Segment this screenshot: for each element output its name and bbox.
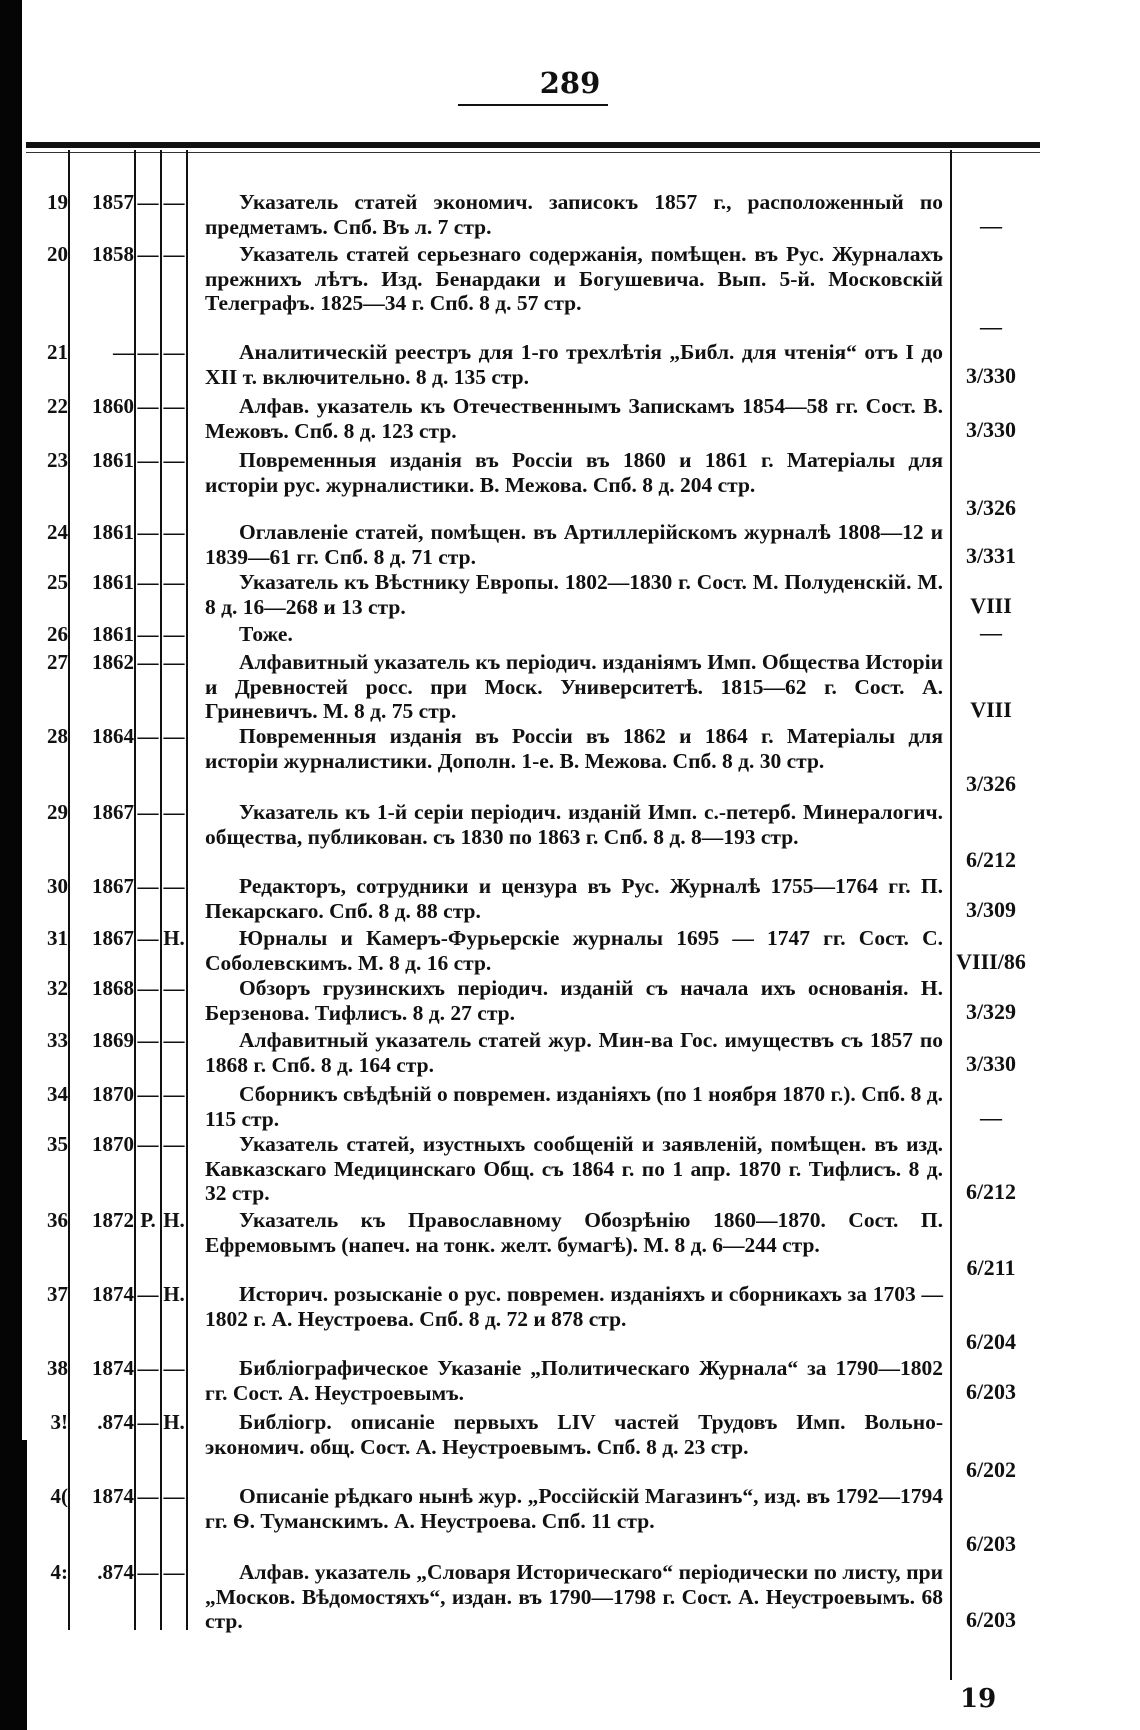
entry-text: Повременныя изданія въ Россіи въ 1860 и 1861 г. Матеріалы для исторіи рус. журналистики. В. Межова. Спб. 8 д. 204 стр. xyxy=(205,448,943,497)
entry-mark-h: Н. xyxy=(163,926,185,950)
entry-year: 1867 xyxy=(92,926,134,950)
entry-description xyxy=(205,1132,943,1206)
entry-description xyxy=(205,926,943,975)
entry-mark-p: — xyxy=(137,340,159,364)
entry-number: 29 xyxy=(47,800,68,824)
entry-mark-p: — xyxy=(137,448,159,472)
entry-reference: 3/330 xyxy=(965,416,1017,442)
signature-number: 19 xyxy=(960,1684,997,1714)
entry-mark-p: — xyxy=(137,800,159,824)
entry-mark-h: — xyxy=(163,1132,185,1156)
column-rule xyxy=(950,150,952,1680)
entry-number: 21 xyxy=(47,340,68,364)
header-rule-thin xyxy=(26,152,1040,153)
entry-mark-p: — xyxy=(137,1282,159,1306)
entry-year: 1868 xyxy=(92,976,134,1000)
entry-year: 1867 xyxy=(92,874,134,898)
entry-mark-p: — xyxy=(137,650,159,674)
entry-description xyxy=(205,570,943,619)
entry-text: Указатель статей, изустныхъ сообщеній и заявленій, помѣщен. въ изд. Кавказскаго Медицинскаго Общ. съ 1864 г. по 1 апр. 1870 г. Тифлисъ. 8 д. 32 стр. xyxy=(205,1132,943,1205)
entry-text: Алфавитный указатель статей жур. Мин-ва Гос. имуществъ съ 1857 по 1868 г. Спб. 8 д. 164 стр. xyxy=(205,1028,943,1077)
entry-mark-p: — xyxy=(137,1082,159,1106)
entry-mark-p: — xyxy=(137,1132,159,1156)
entry-year: — xyxy=(113,340,134,364)
entry-mark-h: — xyxy=(163,874,185,898)
entry-reference: 3/331 xyxy=(965,542,1017,568)
header-rule xyxy=(26,142,1040,148)
entry-year: .874 xyxy=(97,1560,134,1584)
entry-text: Описаніе рѣдкаго нынѣ жур. „Россійскій Магазинъ“, изд. въ 1792—1794 гг. Ѳ. Туманскимъ. А. Неустроева. Спб. 11 стр. xyxy=(205,1484,943,1533)
entry-mark-p: — xyxy=(137,724,159,748)
entry-number: 35 xyxy=(47,1132,68,1156)
entry-text: Сборникъ свѣдѣній о повремен. изданіяхъ (по 1 ноября 1870 г.). Спб. 8 д. 115 стр. xyxy=(205,1082,943,1131)
entry-description xyxy=(205,394,943,443)
entry-text: Алфавитный указатель къ періодич. изданіямъ Имп. Общества Исторіи и Древностей росс. при Моск. Университетѣ. 1815—62 г. Сост. А. Гриневичъ. М. 8 д. 75 стр. xyxy=(205,650,943,723)
entry-reference: 3/330 xyxy=(965,1050,1017,1076)
entry-mark-h: — xyxy=(163,242,185,266)
entry-description xyxy=(205,1410,943,1459)
entry-number: 3! xyxy=(50,1410,68,1434)
entry-year: 1860 xyxy=(92,394,134,418)
entry-reference: 6/212 xyxy=(965,847,1017,872)
entry-year: 1858 xyxy=(92,242,134,266)
entry-number: 20 xyxy=(47,242,68,266)
entry-description xyxy=(205,724,943,773)
entry-text: Библіографическое Указаніе „Политическаго Журнала“ за 1790—1802 гг. Сост. А. Неустроевымъ. xyxy=(205,1356,943,1405)
entry-description xyxy=(205,1282,943,1331)
entry-reference: 3/329 xyxy=(965,998,1017,1024)
entry-text: Оглавленіе статей, помѣщен. въ Артиллерійскомъ журналѣ 1808—12 и 1839—61 гг. Спб. 8 д. 71 стр. xyxy=(205,520,943,569)
entry-mark-h: — xyxy=(163,1356,185,1380)
entry-year: 1874 xyxy=(92,1484,134,1508)
entry-text: Библіогр. описаніе первыхъ LIV частей Трудовъ Имп. Вольно-экономич. общ. Сост. А. Неустроевымъ. Спб. 8 д. 23 стр. xyxy=(205,1410,943,1459)
entry-description xyxy=(205,1208,943,1257)
entry-reference: — xyxy=(980,620,1002,645)
entry-description xyxy=(205,1028,943,1077)
entry-mark-h: Н. xyxy=(163,1208,185,1232)
column-rule xyxy=(68,150,70,1630)
entry-mark-p: — xyxy=(137,1028,159,1052)
entry-mark-h: — xyxy=(163,650,185,674)
entry-number: 31 xyxy=(47,926,68,950)
entry-description xyxy=(205,622,943,647)
entry-reference: 6/204 xyxy=(965,1329,1017,1354)
entry-number: 27 xyxy=(47,650,68,674)
entry-text: Повременныя изданія въ Россіи въ 1862 и 1864 г. Матеріалы для исторіи журналистики. Дополн. 1-е. В. Межова. Спб. 8 д. 30 стр. xyxy=(205,724,943,773)
entry-number: 4( xyxy=(50,1484,68,1508)
entry-reference: 3/330 xyxy=(965,362,1017,388)
entry-mark-p: — xyxy=(137,874,159,898)
entry-description xyxy=(205,800,943,849)
entry-mark-h: — xyxy=(163,520,185,544)
entry-year: 1874 xyxy=(92,1282,134,1306)
entry-text: Редакторъ, сотрудники и цензура въ Рус. Журналѣ 1755—1764 гг. П. Пекарскаго. Спб. 8 д. 88 стр. xyxy=(205,874,943,923)
entry-description xyxy=(205,448,943,497)
binding-edge xyxy=(0,0,22,1540)
entry-number: 30 xyxy=(47,874,68,898)
entry-reference: — xyxy=(980,313,1002,339)
entry-text: Аналитическій реестръ для 1-го трехлѣтія „Библ. для чтенія“ отъ I до XII т. включительно. 8 д. 135 стр. xyxy=(205,340,943,389)
entry-number: 19 xyxy=(47,190,68,214)
entry-mark-p: — xyxy=(137,190,159,214)
entry-number: 22 xyxy=(47,394,68,418)
entry-description xyxy=(205,1356,943,1405)
entry-number: 23 xyxy=(47,448,68,472)
entry-year: 1857 xyxy=(92,190,134,214)
entry-number: 32 xyxy=(47,976,68,1000)
entry-description xyxy=(205,976,943,1025)
entry-mark-p: — xyxy=(137,520,159,544)
entry-year: 1872 xyxy=(92,1208,134,1232)
entry-reference: 6/203 xyxy=(965,1378,1017,1404)
entry-number: 37 xyxy=(47,1282,68,1306)
entry-mark-h: Н. xyxy=(163,1282,185,1306)
entry-text: Историч. розысканіе о рус. повремен. изданіяхъ и сборникахъ за 1703 — 1802 г. А. Неустроева. Спб. 8 д. 72 и 878 стр. xyxy=(205,1282,943,1331)
entry-number: 24 xyxy=(47,520,68,544)
entry-reference: 3/309 xyxy=(965,896,1017,922)
entry-mark-p: — xyxy=(137,1410,159,1434)
entry-text: Указатель къ 1-й серіи періодич. изданій Имп. с.-петерб. Минералогич. общества, публикован. съ 1830 по 1863 г. Спб. 8 д. 8—193 стр. xyxy=(205,800,943,849)
entry-description xyxy=(205,190,943,239)
entry-mark-p: — xyxy=(137,1560,159,1584)
entry-mark-h: — xyxy=(163,1028,185,1052)
entry-reference: — xyxy=(980,1104,1002,1130)
entry-description xyxy=(205,874,943,923)
entry-mark-h: Н. xyxy=(163,1410,185,1434)
entry-reference: VIII/86 xyxy=(956,948,1026,974)
entry-reference: VIII xyxy=(970,592,1012,618)
entry-text: Указатель статей серьезнаго содержанія, помѣщен. въ Рус. Журналахъ прежнихъ лѣтъ. Изд. Бенардаки и Богушевича. Вып. 5-й. Московскій Телеграфъ. 1825—34 г. Спб. 8 д. 57 стр. xyxy=(205,242,943,315)
entry-year: 1864 xyxy=(92,724,134,748)
entry-mark-h: — xyxy=(163,190,185,214)
entry-reference: 6/203 xyxy=(965,1531,1017,1556)
entry-mark-h: — xyxy=(163,448,185,472)
entry-number: 28 xyxy=(47,724,68,748)
entry-year: 1870 xyxy=(92,1132,134,1156)
entry-year: 1861 xyxy=(92,448,134,472)
entry-description xyxy=(205,242,943,316)
entry-description xyxy=(205,340,943,389)
entry-number: 4: xyxy=(50,1560,68,1584)
entry-text: Юрналы и Камеръ-Фурьерскіе журналы 1695 — 1747 гг. Сост. С. Соболевскимъ. М. 8 д. 16 стр. xyxy=(205,926,943,975)
entry-description xyxy=(205,1484,943,1533)
entry-year: 1861 xyxy=(92,570,134,594)
entry-year: 1861 xyxy=(92,622,134,646)
entry-year: .874 xyxy=(97,1410,134,1434)
entry-year: 1870 xyxy=(92,1082,134,1106)
entry-reference: 3/326 xyxy=(965,771,1017,796)
column-rule xyxy=(186,150,188,1630)
entry-mark-p: — xyxy=(137,570,159,594)
entry-mark-p: — xyxy=(137,926,159,950)
entry-reference: 6/212 xyxy=(965,1179,1017,1204)
entry-mark-h: — xyxy=(163,1484,185,1508)
entry-year: 1862 xyxy=(92,650,134,674)
entry-year: 1869 xyxy=(92,1028,134,1052)
entry-reference: 6/203 xyxy=(965,1607,1017,1632)
entry-year: 1874 xyxy=(92,1356,134,1380)
entry-mark-h: — xyxy=(163,1560,185,1584)
entry-mark-p: — xyxy=(137,1484,159,1508)
entry-number: 33 xyxy=(47,1028,68,1052)
entry-mark-h: — xyxy=(163,622,185,646)
entry-mark-h: — xyxy=(163,724,185,748)
entry-year: 1861 xyxy=(92,520,134,544)
entry-mark-h: — xyxy=(163,394,185,418)
entry-mark-p: — xyxy=(137,1356,159,1380)
entry-description xyxy=(205,1082,943,1131)
entry-text: Указатель къ Православному Обозрѣнію 1860—1870. Сост. П. Ефремовымъ (напеч. на тонк. желт. бумагѣ). М. 8 д. 6—244 стр. xyxy=(205,1208,943,1257)
entry-mark-p: Р. xyxy=(140,1208,156,1232)
entry-mark-p: — xyxy=(137,976,159,1000)
entry-reference: 6/202 xyxy=(965,1457,1017,1482)
entry-number: 38 xyxy=(47,1356,68,1380)
entry-number: 34 xyxy=(47,1082,68,1106)
page-number: 289 xyxy=(539,66,601,100)
entry-number: 26 xyxy=(47,622,68,646)
entry-description xyxy=(205,650,943,724)
page-number-underline xyxy=(458,104,608,106)
binding-edge-lower xyxy=(0,1440,27,1730)
entry-mark-h: — xyxy=(163,976,185,1000)
entry-mark-h: — xyxy=(163,570,185,594)
entry-mark-h: — xyxy=(163,340,185,364)
entry-number: 25 xyxy=(47,570,68,594)
entry-year: 1867 xyxy=(92,800,134,824)
entry-mark-p: — xyxy=(137,394,159,418)
entry-reference: 3/326 xyxy=(965,495,1017,520)
entry-description xyxy=(205,1560,943,1634)
entry-mark-p: — xyxy=(137,622,159,646)
entry-reference: 6/211 xyxy=(966,1255,1016,1280)
entry-mark-h: — xyxy=(163,1082,185,1106)
entry-text: Алфав. указатель „Словаря Историческаго“ періодически по листу, при „Москов. Вѣдомостяхъ“, издан. въ 1790—1798 г. Сост. А. Неустроевымъ. 68 стр. xyxy=(205,1560,943,1633)
entry-description xyxy=(205,520,943,569)
entry-reference: VIII xyxy=(970,697,1012,722)
entry-text: Указатель статей экономич. записокъ 1857 г., расположенный по предметамъ. Спб. Въ л. 7 стр. xyxy=(205,190,943,239)
entry-mark-p: — xyxy=(137,242,159,266)
entry-mark-h: — xyxy=(163,800,185,824)
entry-text: Обзоръ грузинскихъ періодич. изданій съ начала ихъ основанія. Н. Берзенова. Тифлисъ. 8 д. 27 стр. xyxy=(205,976,943,1025)
entry-number: 36 xyxy=(47,1208,68,1232)
entry-text: Алфав. указатель къ Отечественнымъ Запискамъ 1854—58 гг. Сост. В. Межовъ. Спб. 8 д. 123 стр. xyxy=(205,394,943,443)
entry-reference: — xyxy=(980,212,1002,238)
entry-text: Тоже. xyxy=(239,622,293,646)
entry-text: Указатель къ Вѣстнику Европы. 1802—1830 г. Сост. М. Полуденскій. М. 8 д. 16—268 и 13 стр. xyxy=(205,570,943,619)
